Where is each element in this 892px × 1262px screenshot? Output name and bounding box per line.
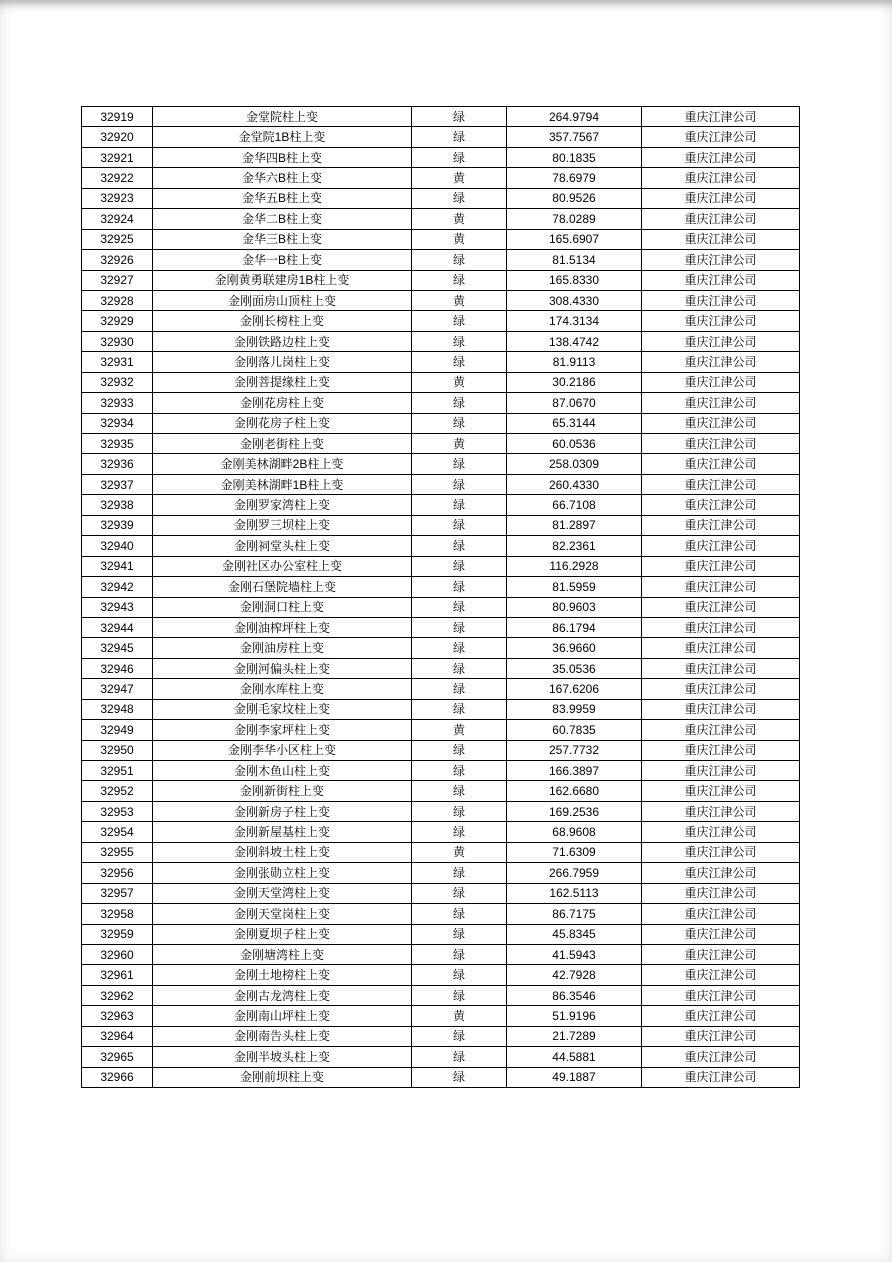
status-cell: 绿 xyxy=(412,740,507,760)
company-cell: 重庆江津公司 xyxy=(642,924,800,944)
row-id-cell: 32942 xyxy=(82,577,153,597)
value-cell: 68.9608 xyxy=(507,822,642,842)
value-cell: 257.7732 xyxy=(507,740,642,760)
value-cell: 162.6680 xyxy=(507,781,642,801)
value-cell: 80.9526 xyxy=(507,188,642,208)
value-cell: 41.5943 xyxy=(507,944,642,964)
table-row xyxy=(82,127,800,147)
value-cell: 66.7108 xyxy=(507,495,642,515)
table-row xyxy=(82,944,800,964)
name-cell: 金刚社区办公室柱上变 xyxy=(153,556,412,576)
value-cell: 36.9660 xyxy=(507,638,642,658)
row-id-cell: 32938 xyxy=(82,495,153,515)
row-id-cell: 32953 xyxy=(82,801,153,821)
value-cell: 174.3134 xyxy=(507,311,642,331)
table-row xyxy=(82,1006,800,1026)
table-row xyxy=(82,842,800,862)
row-id-cell: 32959 xyxy=(82,924,153,944)
company-cell: 重庆江津公司 xyxy=(642,188,800,208)
status-cell: 绿 xyxy=(412,658,507,678)
table-row xyxy=(82,822,800,842)
value-cell: 71.6309 xyxy=(507,842,642,862)
status-cell: 黄 xyxy=(412,229,507,249)
table-row xyxy=(82,679,800,699)
row-id-cell: 32952 xyxy=(82,781,153,801)
name-cell: 金刚洞口柱上变 xyxy=(153,597,412,617)
table-row xyxy=(82,474,800,494)
company-cell: 重庆江津公司 xyxy=(642,740,800,760)
status-cell: 绿 xyxy=(412,495,507,515)
company-cell: 重庆江津公司 xyxy=(642,1026,800,1046)
row-id-cell: 32937 xyxy=(82,474,153,494)
value-cell: 162.5113 xyxy=(507,883,642,903)
value-cell: 82.2361 xyxy=(507,536,642,556)
status-cell: 绿 xyxy=(412,454,507,474)
row-id-cell: 32963 xyxy=(82,1006,153,1026)
value-cell: 357.7567 xyxy=(507,127,642,147)
row-id-cell: 32961 xyxy=(82,965,153,985)
status-cell: 绿 xyxy=(412,699,507,719)
name-cell: 金刚铁路边柱上变 xyxy=(153,331,412,351)
company-cell: 重庆江津公司 xyxy=(642,597,800,617)
value-cell: 308.4330 xyxy=(507,290,642,310)
row-id-cell: 32956 xyxy=(82,863,153,883)
table-row xyxy=(82,801,800,821)
status-cell: 绿 xyxy=(412,107,507,127)
company-cell: 重庆江津公司 xyxy=(642,761,800,781)
company-cell: 重庆江津公司 xyxy=(642,699,800,719)
name-cell: 金刚半坡头柱上变 xyxy=(153,1047,412,1067)
table-row xyxy=(82,1026,800,1046)
company-cell: 重庆江津公司 xyxy=(642,127,800,147)
status-cell: 绿 xyxy=(412,883,507,903)
company-cell: 重庆江津公司 xyxy=(642,250,800,270)
value-cell: 65.3144 xyxy=(507,413,642,433)
row-id-cell: 32932 xyxy=(82,372,153,392)
row-id-cell: 32939 xyxy=(82,515,153,535)
name-cell: 金刚老街柱上变 xyxy=(153,434,412,454)
table-row xyxy=(82,372,800,392)
value-cell: 258.0309 xyxy=(507,454,642,474)
table-row xyxy=(82,985,800,1005)
row-id-cell: 32923 xyxy=(82,188,153,208)
value-cell: 78.6979 xyxy=(507,168,642,188)
value-cell: 87.0670 xyxy=(507,393,642,413)
company-cell: 重庆江津公司 xyxy=(642,985,800,1005)
status-cell: 绿 xyxy=(412,1047,507,1067)
table-row xyxy=(82,209,800,229)
company-cell: 重庆江津公司 xyxy=(642,352,800,372)
status-cell: 绿 xyxy=(412,474,507,494)
table-row xyxy=(82,883,800,903)
status-cell: 黄 xyxy=(412,434,507,454)
row-id-cell: 32950 xyxy=(82,740,153,760)
company-cell: 重庆江津公司 xyxy=(642,290,800,310)
company-cell: 重庆江津公司 xyxy=(642,556,800,576)
value-cell: 86.1794 xyxy=(507,617,642,637)
company-cell: 重庆江津公司 xyxy=(642,331,800,351)
status-cell: 绿 xyxy=(412,863,507,883)
table-row xyxy=(82,1047,800,1067)
table-row xyxy=(82,270,800,290)
company-cell: 重庆江津公司 xyxy=(642,311,800,331)
company-cell: 重庆江津公司 xyxy=(642,781,800,801)
name-cell: 金刚天堂湾柱上变 xyxy=(153,883,412,903)
value-cell: 167.6206 xyxy=(507,679,642,699)
value-cell: 116.2928 xyxy=(507,556,642,576)
value-cell: 44.5881 xyxy=(507,1047,642,1067)
status-cell: 绿 xyxy=(412,944,507,964)
status-cell: 绿 xyxy=(412,250,507,270)
company-cell: 重庆江津公司 xyxy=(642,413,800,433)
status-cell: 绿 xyxy=(412,577,507,597)
company-cell: 重庆江津公司 xyxy=(642,944,800,964)
company-cell: 重庆江津公司 xyxy=(642,822,800,842)
row-id-cell: 32927 xyxy=(82,270,153,290)
company-cell: 重庆江津公司 xyxy=(642,883,800,903)
table-row xyxy=(82,331,800,351)
name-cell: 金刚河偏头柱上变 xyxy=(153,658,412,678)
company-cell: 重庆江津公司 xyxy=(642,863,800,883)
table-row xyxy=(82,556,800,576)
name-cell: 金刚美林湖畔1B柱上变 xyxy=(153,474,412,494)
row-id-cell: 32935 xyxy=(82,434,153,454)
status-cell: 黄 xyxy=(412,290,507,310)
name-cell: 金华三B柱上变 xyxy=(153,229,412,249)
table-body xyxy=(82,107,800,1088)
row-id-cell: 32930 xyxy=(82,331,153,351)
status-cell: 绿 xyxy=(412,1067,507,1087)
value-cell: 81.5959 xyxy=(507,577,642,597)
table-row xyxy=(82,1067,800,1087)
name-cell: 金刚美林湖畔2B柱上变 xyxy=(153,454,412,474)
status-cell: 绿 xyxy=(412,781,507,801)
value-cell: 166.3897 xyxy=(507,761,642,781)
value-cell: 80.1835 xyxy=(507,147,642,167)
value-cell: 80.9603 xyxy=(507,597,642,617)
status-cell: 黄 xyxy=(412,842,507,862)
table-row xyxy=(82,352,800,372)
company-cell: 重庆江津公司 xyxy=(642,679,800,699)
row-id-cell: 32949 xyxy=(82,720,153,740)
value-cell: 51.9196 xyxy=(507,1006,642,1026)
company-cell: 重庆江津公司 xyxy=(642,1067,800,1087)
status-cell: 绿 xyxy=(412,393,507,413)
status-cell: 绿 xyxy=(412,1026,507,1046)
name-cell: 金刚古龙湾柱上变 xyxy=(153,985,412,1005)
row-id-cell: 32964 xyxy=(82,1026,153,1046)
status-cell: 绿 xyxy=(412,924,507,944)
name-cell: 金刚花房子柱上变 xyxy=(153,413,412,433)
status-cell: 绿 xyxy=(412,679,507,699)
table-row xyxy=(82,536,800,556)
name-cell: 金刚花房柱上变 xyxy=(153,393,412,413)
name-cell: 金刚油榨坪柱上变 xyxy=(153,617,412,637)
table-row xyxy=(82,720,800,740)
row-id-cell: 32947 xyxy=(82,679,153,699)
value-cell: 35.0536 xyxy=(507,658,642,678)
row-id-cell: 32946 xyxy=(82,658,153,678)
company-cell: 重庆江津公司 xyxy=(642,495,800,515)
value-cell: 165.8330 xyxy=(507,270,642,290)
status-cell: 黄 xyxy=(412,168,507,188)
status-cell: 绿 xyxy=(412,413,507,433)
status-cell: 绿 xyxy=(412,597,507,617)
table-row xyxy=(82,617,800,637)
name-cell: 金刚李华小区柱上变 xyxy=(153,740,412,760)
company-cell: 重庆江津公司 xyxy=(642,842,800,862)
status-cell: 绿 xyxy=(412,822,507,842)
name-cell: 金刚南告头柱上变 xyxy=(153,1026,412,1046)
row-id-cell: 32957 xyxy=(82,883,153,903)
row-id-cell: 32958 xyxy=(82,904,153,924)
value-cell: 165.6907 xyxy=(507,229,642,249)
table-row xyxy=(82,311,800,331)
status-cell: 绿 xyxy=(412,617,507,637)
table-row xyxy=(82,740,800,760)
row-id-cell: 32925 xyxy=(82,229,153,249)
name-cell: 金华五B柱上变 xyxy=(153,188,412,208)
company-cell: 重庆江津公司 xyxy=(642,801,800,821)
company-cell: 重庆江津公司 xyxy=(642,965,800,985)
status-cell: 绿 xyxy=(412,536,507,556)
name-cell: 金刚祠堂头柱上变 xyxy=(153,536,412,556)
row-id-cell: 32934 xyxy=(82,413,153,433)
value-cell: 30.2186 xyxy=(507,372,642,392)
row-id-cell: 32922 xyxy=(82,168,153,188)
table-row xyxy=(82,454,800,474)
row-id-cell: 32951 xyxy=(82,761,153,781)
company-cell: 重庆江津公司 xyxy=(642,474,800,494)
status-cell: 绿 xyxy=(412,638,507,658)
company-cell: 重庆江津公司 xyxy=(642,107,800,127)
company-cell: 重庆江津公司 xyxy=(642,147,800,167)
name-cell: 金华一B柱上变 xyxy=(153,250,412,270)
company-cell: 重庆江津公司 xyxy=(642,209,800,229)
row-id-cell: 32948 xyxy=(82,699,153,719)
row-id-cell: 32924 xyxy=(82,209,153,229)
row-id-cell: 32944 xyxy=(82,617,153,637)
status-cell: 绿 xyxy=(412,985,507,1005)
value-cell: 42.7928 xyxy=(507,965,642,985)
value-cell: 21.7289 xyxy=(507,1026,642,1046)
company-cell: 重庆江津公司 xyxy=(642,270,800,290)
name-cell: 金刚张勋立柱上变 xyxy=(153,863,412,883)
name-cell: 金刚新房子柱上变 xyxy=(153,801,412,821)
value-cell: 45.8345 xyxy=(507,924,642,944)
company-cell: 重庆江津公司 xyxy=(642,1047,800,1067)
table-row xyxy=(82,413,800,433)
row-id-cell: 32945 xyxy=(82,638,153,658)
row-id-cell: 32929 xyxy=(82,311,153,331)
table-row xyxy=(82,290,800,310)
name-cell: 金刚罗三坝柱上变 xyxy=(153,515,412,535)
name-cell: 金刚新街柱上变 xyxy=(153,781,412,801)
name-cell: 金刚木鱼山柱上变 xyxy=(153,761,412,781)
table-row xyxy=(82,495,800,515)
row-id-cell: 32921 xyxy=(82,147,153,167)
status-cell: 绿 xyxy=(412,147,507,167)
table-row xyxy=(82,924,800,944)
table-row xyxy=(82,761,800,781)
company-cell: 重庆江津公司 xyxy=(642,904,800,924)
row-id-cell: 32931 xyxy=(82,352,153,372)
company-cell: 重庆江津公司 xyxy=(642,229,800,249)
row-id-cell: 32966 xyxy=(82,1067,153,1087)
table-row xyxy=(82,250,800,270)
table-row xyxy=(82,965,800,985)
row-id-cell: 32960 xyxy=(82,944,153,964)
company-cell: 重庆江津公司 xyxy=(642,617,800,637)
value-cell: 138.4742 xyxy=(507,331,642,351)
company-cell: 重庆江津公司 xyxy=(642,658,800,678)
row-id-cell: 32920 xyxy=(82,127,153,147)
name-cell: 金刚黄勇联建房1B柱上变 xyxy=(153,270,412,290)
company-cell: 重庆江津公司 xyxy=(642,638,800,658)
row-id-cell: 32933 xyxy=(82,393,153,413)
value-cell: 81.9113 xyxy=(507,352,642,372)
name-cell: 金刚长榜柱上变 xyxy=(153,311,412,331)
company-cell: 重庆江津公司 xyxy=(642,515,800,535)
status-cell: 绿 xyxy=(412,188,507,208)
company-cell: 重庆江津公司 xyxy=(642,720,800,740)
table-row xyxy=(82,393,800,413)
company-cell: 重庆江津公司 xyxy=(642,536,800,556)
name-cell: 金刚前坝柱上变 xyxy=(153,1067,412,1087)
row-id-cell: 32940 xyxy=(82,536,153,556)
status-cell: 黄 xyxy=(412,720,507,740)
table-row xyxy=(82,658,800,678)
value-cell: 83.9959 xyxy=(507,699,642,719)
row-id-cell: 32936 xyxy=(82,454,153,474)
status-cell: 绿 xyxy=(412,904,507,924)
name-cell: 金刚李家坪柱上变 xyxy=(153,720,412,740)
name-cell: 金华二B柱上变 xyxy=(153,209,412,229)
name-cell: 金刚土地榜柱上变 xyxy=(153,965,412,985)
table-row xyxy=(82,699,800,719)
table-row xyxy=(82,781,800,801)
value-cell: 60.7835 xyxy=(507,720,642,740)
name-cell: 金华六B柱上变 xyxy=(153,168,412,188)
name-cell: 金刚新屋基柱上变 xyxy=(153,822,412,842)
company-cell: 重庆江津公司 xyxy=(642,577,800,597)
name-cell: 金刚斜坡土柱上变 xyxy=(153,842,412,862)
table-row xyxy=(82,229,800,249)
status-cell: 黄 xyxy=(412,1006,507,1026)
status-cell: 绿 xyxy=(412,127,507,147)
status-cell: 绿 xyxy=(412,311,507,331)
name-cell: 金刚夏坝子柱上变 xyxy=(153,924,412,944)
table-row xyxy=(82,638,800,658)
name-cell: 金刚天堂岗柱上变 xyxy=(153,904,412,924)
value-cell: 260.4330 xyxy=(507,474,642,494)
name-cell: 金刚菩提缘柱上变 xyxy=(153,372,412,392)
value-cell: 81.5134 xyxy=(507,250,642,270)
status-cell: 绿 xyxy=(412,331,507,351)
transformer-table xyxy=(81,106,800,1088)
value-cell: 86.7175 xyxy=(507,904,642,924)
name-cell: 金刚石堡院墙柱上变 xyxy=(153,577,412,597)
name-cell: 金刚南山坪柱上变 xyxy=(153,1006,412,1026)
value-cell: 81.2897 xyxy=(507,515,642,535)
row-id-cell: 32954 xyxy=(82,822,153,842)
status-cell: 黄 xyxy=(412,209,507,229)
table-row xyxy=(82,434,800,454)
value-cell: 78.0289 xyxy=(507,209,642,229)
row-id-cell: 32962 xyxy=(82,985,153,1005)
table-row xyxy=(82,107,800,127)
value-cell: 60.0536 xyxy=(507,434,642,454)
company-cell: 重庆江津公司 xyxy=(642,434,800,454)
value-cell: 49.1887 xyxy=(507,1067,642,1087)
row-id-cell: 32965 xyxy=(82,1047,153,1067)
table-row xyxy=(82,168,800,188)
name-cell: 金堂院柱上变 xyxy=(153,107,412,127)
status-cell: 绿 xyxy=(412,556,507,576)
table-row xyxy=(82,904,800,924)
company-cell: 重庆江津公司 xyxy=(642,393,800,413)
row-id-cell: 32919 xyxy=(82,107,153,127)
row-id-cell: 32926 xyxy=(82,250,153,270)
value-cell: 266.7959 xyxy=(507,863,642,883)
table-row xyxy=(82,597,800,617)
name-cell: 金刚塘湾柱上变 xyxy=(153,944,412,964)
value-cell: 169.2536 xyxy=(507,801,642,821)
company-cell: 重庆江津公司 xyxy=(642,168,800,188)
name-cell: 金刚罗家湾柱上变 xyxy=(153,495,412,515)
status-cell: 绿 xyxy=(412,801,507,821)
table-row xyxy=(82,147,800,167)
table-row xyxy=(82,515,800,535)
status-cell: 绿 xyxy=(412,515,507,535)
row-id-cell: 32943 xyxy=(82,597,153,617)
name-cell: 金刚油房柱上变 xyxy=(153,638,412,658)
name-cell: 金刚毛家坟柱上变 xyxy=(153,699,412,719)
name-cell: 金刚面房山顶柱上变 xyxy=(153,290,412,310)
status-cell: 绿 xyxy=(412,965,507,985)
name-cell: 金华四B柱上变 xyxy=(153,147,412,167)
company-cell: 重庆江津公司 xyxy=(642,372,800,392)
row-id-cell: 32941 xyxy=(82,556,153,576)
status-cell: 黄 xyxy=(412,372,507,392)
status-cell: 绿 xyxy=(412,352,507,372)
table-row xyxy=(82,863,800,883)
row-id-cell: 32955 xyxy=(82,842,153,862)
table-row xyxy=(82,577,800,597)
row-id-cell: 32928 xyxy=(82,290,153,310)
table-row xyxy=(82,188,800,208)
name-cell: 金刚落儿岗柱上变 xyxy=(153,352,412,372)
status-cell: 绿 xyxy=(412,761,507,781)
value-cell: 264.9794 xyxy=(507,107,642,127)
status-cell: 绿 xyxy=(412,270,507,290)
name-cell: 金堂院1B柱上变 xyxy=(153,127,412,147)
value-cell: 86.3546 xyxy=(507,985,642,1005)
name-cell: 金刚水库柱上变 xyxy=(153,679,412,699)
company-cell: 重庆江津公司 xyxy=(642,454,800,474)
company-cell: 重庆江津公司 xyxy=(642,1006,800,1026)
